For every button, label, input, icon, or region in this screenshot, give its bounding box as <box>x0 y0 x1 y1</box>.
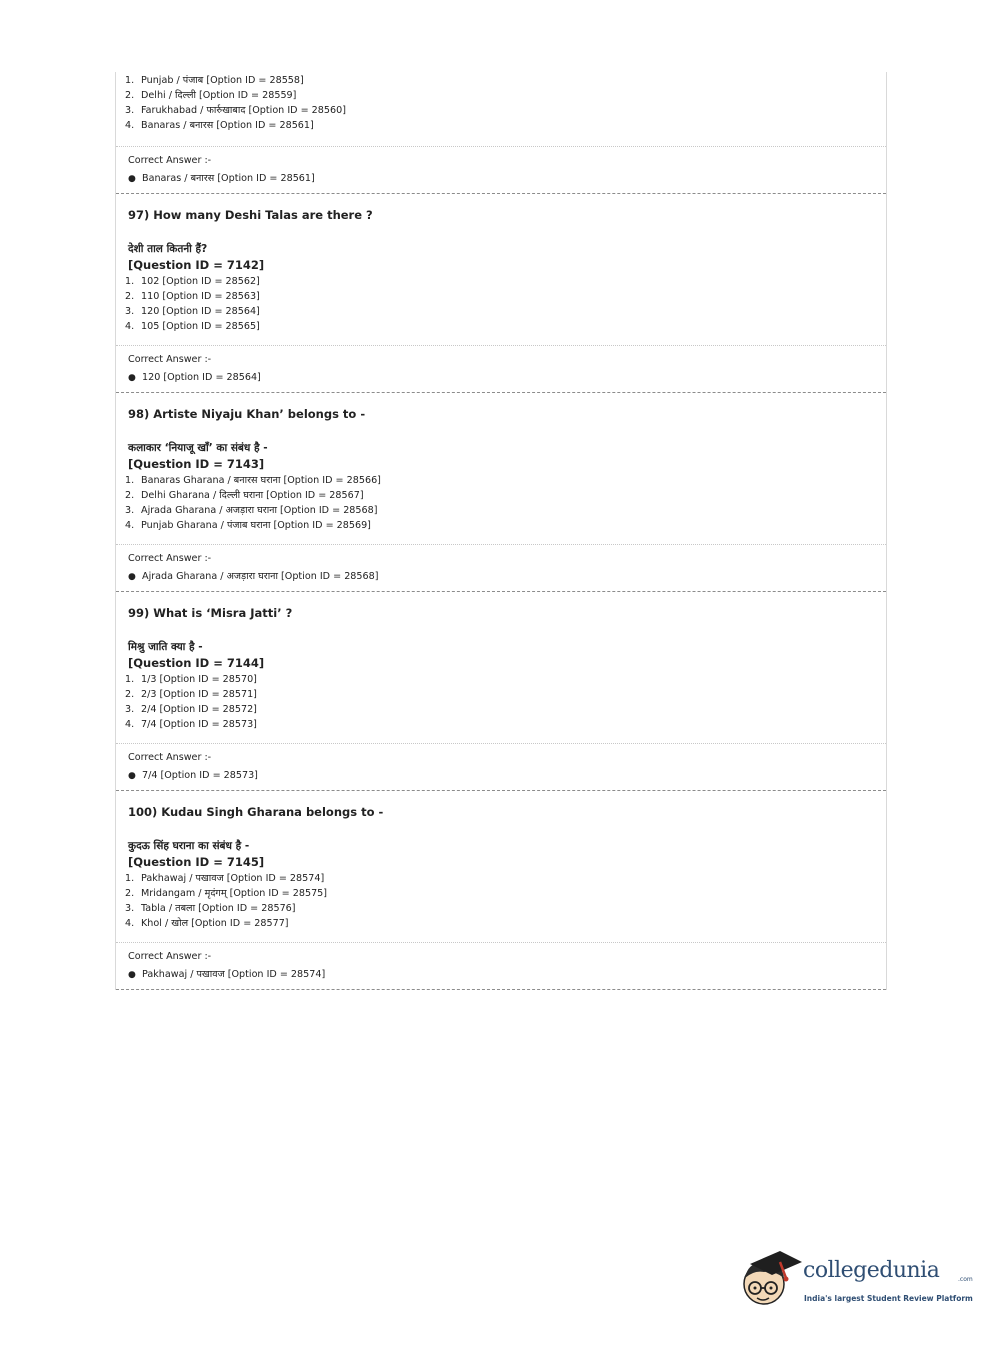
bullet-icon: ● <box>128 373 136 383</box>
correct-answer-label: Correct Answer :- <box>128 354 212 365</box>
options-list <box>116 72 886 147</box>
option-item: 1. Banaras Gharana / बनारस घराना [Option ID = 28566] <box>125 475 381 486</box>
bullet-icon: ● <box>128 970 136 980</box>
mascot-icon <box>740 1248 804 1318</box>
collegedunia-logo <box>740 1248 973 1318</box>
correct-answer-value: ● 120 [Option ID = 28564] <box>116 370 886 386</box>
option-item: 2. Mridangam / मृदंगम् [Option ID = 28575] <box>125 888 328 899</box>
option-item: 1. Pakhawaj / पखावज [Option ID = 28574] <box>125 873 325 884</box>
option-item: 2. Delhi / दिल्ली [Option ID = 28559] <box>125 90 297 101</box>
option-item: 3. Ajrada Gharana / अजड़ारा घराना [Option ID = 28568] <box>125 505 378 516</box>
question-part <box>116 592 886 744</box>
options-list <box>116 274 886 334</box>
option-item: 1. Punjab / पंजाब [Option ID = 28558] <box>125 75 304 86</box>
question-title: 99) What is ‘Misra Jatti’ ? <box>128 606 293 620</box>
option-item: 2. 2/3 [Option ID = 28571] <box>125 689 257 700</box>
option-item: 3. 120 [Option ID = 28564] <box>125 306 260 317</box>
option-item: 1. 102 [Option ID = 28562] <box>125 276 260 287</box>
option-item: 2. 110 [Option ID = 28563] <box>125 291 260 302</box>
options-list <box>116 871 886 931</box>
question-hindi: कुदऊ सिंह घराना का संबंध है - <box>128 840 250 852</box>
question-id: [Question ID = 7142] <box>128 258 265 272</box>
question-hindi: मिश्रु जाति क्या है - <box>128 641 203 653</box>
correct-answer-section <box>116 346 886 392</box>
options-list <box>116 672 886 732</box>
option-item: 4. Banaras / बनारस [Option ID = 28561] <box>125 120 314 131</box>
correct-answer-section <box>116 744 886 790</box>
correct-answer-label: Correct Answer :- <box>128 951 212 962</box>
correct-answer-value: ● 7/4 [Option ID = 28573] <box>116 768 886 784</box>
correct-answer-value: ● Ajrada Gharana / अजड़ारा घराना [Option ID = 28568] <box>116 569 886 585</box>
question-title: 97) How many Deshi Talas are there ? <box>128 208 373 222</box>
correct-answer-section <box>116 147 886 193</box>
option-item: 4. 105 [Option ID = 28565] <box>125 321 260 332</box>
question-title: 98) Artiste Niyaju Khan’ belongs to - <box>128 407 366 421</box>
question-part <box>116 393 886 545</box>
question-block-97 <box>116 194 886 393</box>
question-block-99 <box>116 592 886 791</box>
correct-answer-section <box>116 545 886 591</box>
question-id: [Question ID = 7143] <box>128 457 265 471</box>
correct-answer-value: ● Pakhawaj / पखावज [Option ID = 28574] <box>116 967 886 983</box>
correct-answer-label: Correct Answer :- <box>128 553 212 564</box>
option-item: 3. 2/4 [Option ID = 28572] <box>125 704 257 715</box>
bullet-icon: ● <box>128 771 136 781</box>
option-item: 3. Tabla / तबला [Option ID = 28576] <box>125 903 296 914</box>
question-hindi: कलाकार ‘नियाजू खाँ’ का संबंध है - <box>128 442 268 454</box>
question-block-96 <box>116 72 886 194</box>
correct-answer-label: Correct Answer :- <box>128 752 212 763</box>
question-block-100 <box>116 791 886 990</box>
question-hindi: देशी ताल कितनी हैं? <box>128 243 208 255</box>
logo-brand-text: collegedunia <box>803 1258 940 1283</box>
option-item: 4. Punjab Gharana / पंजाब घराना [Option ID = 28569] <box>125 520 371 531</box>
question-id: [Question ID = 7145] <box>128 855 265 869</box>
question-part <box>116 194 886 346</box>
question-block-98 <box>116 393 886 592</box>
question-sheet <box>115 72 887 990</box>
bullet-icon: ● <box>128 174 136 184</box>
question-title: 100) Kudau Singh Gharana belongs to - <box>128 805 384 819</box>
correct-answer-label: Correct Answer :- <box>128 155 212 166</box>
options-list <box>116 473 886 533</box>
option-item: 4. 7/4 [Option ID = 28573] <box>125 719 257 730</box>
option-item: 3. Farukhabad / फार्रुखाबाद [Option ID = 28560] <box>125 105 346 116</box>
bullet-icon: ● <box>128 572 136 582</box>
option-item: 1. 1/3 [Option ID = 28570] <box>125 674 257 685</box>
correct-answer-value: ● Banaras / बनारस [Option ID = 28561] <box>116 171 886 187</box>
correct-answer-section <box>116 943 886 989</box>
option-item: 4. Khol / खोल [Option ID = 28577] <box>125 918 289 929</box>
question-id: [Question ID = 7144] <box>128 656 265 670</box>
logo-dotcom-text: .com <box>958 1276 973 1283</box>
option-item: 2. Delhi Gharana / दिल्ली घराना [Option ID = 28567] <box>125 490 364 501</box>
question-part <box>116 791 886 943</box>
logo-tagline: India's largest Student Review Platform <box>804 1294 973 1303</box>
